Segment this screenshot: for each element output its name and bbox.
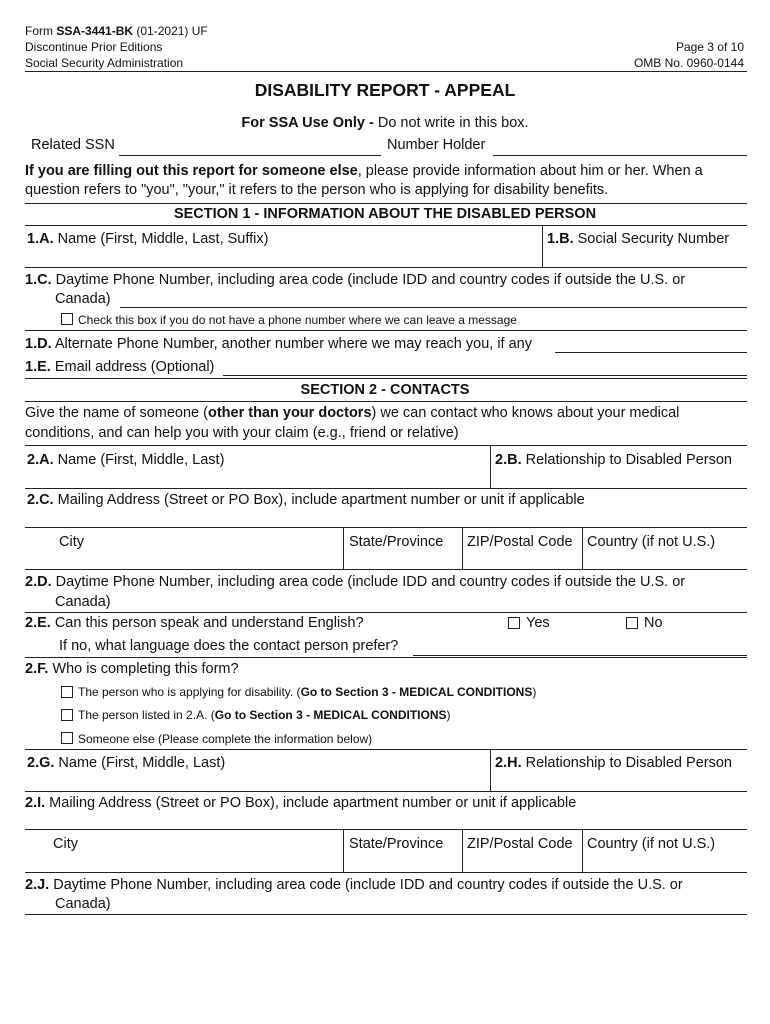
divider [462,829,463,872]
city2-label: City [53,836,78,852]
rule [25,612,747,613]
rule [25,330,747,331]
q2a-text: Name (First, Middle, Last) [53,452,225,468]
rule [25,872,747,873]
rule [25,829,747,830]
ssa-use-notice [0,115,770,131]
q1d-label [25,336,532,352]
number-holder-line[interactable] [493,155,747,156]
opt1-label [78,685,536,699]
q1c-label [25,272,685,288]
opt1-c: ) [532,685,537,699]
q2g-number: 2.G. [27,755,55,771]
q1d-text: Alternate Phone Number, another number where we may reach you, if any [51,336,532,352]
q2e-number: 2.E. [25,615,51,631]
q2f-text: Who is completing this form? [48,661,239,677]
q2i-text: Mailing Address (Street or PO Box), include apartment number or unit if applicable [45,795,577,811]
zip2-label: ZIP/Postal Code [467,836,573,852]
english-no-checkbox[interactable] [626,617,638,629]
q1b-number: 1.B. [547,231,574,247]
rule [25,203,747,204]
q2b-label [495,452,732,468]
opt2-a: The person listed in 2.A. ( [78,708,215,722]
form-prefix: Form [25,24,57,38]
q2d-text: Daytime Phone Number, including area code (include IDD and country codes if outside the U.S. or [51,574,686,590]
form-revision: (01-2021) UF [133,24,208,38]
q2b-text: Relationship to Disabled Person [521,452,732,468]
omb-number: OMB No. 0960-0144 [633,56,744,70]
q2i-number: 2.I. [25,795,46,811]
q2i-label [25,795,576,811]
q1e-label [25,359,214,375]
related-ssn-line[interactable] [119,155,381,156]
ssa-use-rest: Do not write in this box. [377,115,529,131]
q2c-label [27,492,585,508]
rule [25,225,747,226]
section-2-intro-2: conditions, and can help you with your claim (e.g., friend or relative) [25,425,459,441]
page-title: DISABILITY REPORT - APPEAL [254,80,516,100]
rule [25,445,747,446]
form-number [25,24,208,38]
opt2-checkbox[interactable] [61,709,73,721]
rule [25,657,747,658]
q2h-text: Relationship to Disabled Person [521,755,732,771]
divider [582,527,583,569]
opt3-checkbox[interactable] [61,732,73,744]
q2a-number: 2.A. [27,452,54,468]
related-ssn-label: Related SSN [31,137,115,153]
city-label: City [59,534,84,550]
intro-line-2: question refers to "you", "your," it refers to the person who is applying for disability benefits. [25,182,609,198]
q2j-label [25,877,683,893]
rule [25,527,747,528]
q2d-label [25,574,685,590]
q1c-text: Daytime Phone Number, including area code (include IDD and country codes if outside the U.S. or [51,272,686,288]
opt1-checkbox[interactable] [61,686,73,698]
english-yes-checkbox[interactable] [508,617,520,629]
country-label: Country (if not U.S.) [587,534,716,550]
rule [25,378,747,379]
q2f-label [25,661,239,677]
country2-label: Country (if not U.S.) [587,836,716,852]
opt2-b: Go to Section 3 - MEDICAL CONDITIONS [214,708,447,722]
section-1-title: SECTION 1 - INFORMATION ABOUT THE DISABLED PERSON [173,206,597,222]
q2g-label [27,755,225,771]
intro-bold: If you are filling out this report for someone else [25,163,358,179]
q1c-phone-line[interactable] [120,307,747,308]
intro-bold: other than your doctors [207,405,372,421]
q1b-label [547,231,729,247]
q2e-label [25,615,364,631]
divider [582,829,583,872]
section-2-title: SECTION 2 - CONTACTS [300,382,470,398]
rule [25,749,747,750]
no-phone-checkbox[interactable] [61,313,73,325]
q1c-number: 1.C. [25,272,52,288]
intro-b: ) we can contact who knows about your medical [371,405,680,421]
divider [542,225,543,267]
q2h-label [495,755,732,771]
rule [25,401,747,402]
discontinue-note: Discontinue Prior Editions [25,40,163,54]
rule [25,267,747,268]
q2e-language-label: If no, what language does the contact person prefer? [59,638,399,654]
divider [343,829,344,872]
q2h-number: 2.H. [495,755,522,771]
no-label: No [644,615,663,631]
q2b-number: 2.B. [495,452,522,468]
no-phone-label: Check this box if you do not have a phone number where we can leave a message [78,313,517,327]
ssa-use-bold: For SSA Use Only - [241,115,378,131]
state-label: State/Province [349,534,444,550]
rule [25,914,747,915]
q1b-text: Social Security Number [573,231,730,247]
opt1-a: The person who is applying for disability. ( [78,685,301,699]
header-rule [25,71,747,72]
q2j-label-2: Canada) [55,896,111,912]
q2j-number: 2.J. [25,877,50,893]
language-line[interactable] [413,655,747,656]
divider [490,749,491,791]
q2c-number: 2.C. [27,492,54,508]
q2c-text: Mailing Address (Street or PO Box), include apartment number or unit if applicable [53,492,585,508]
q1d-number: 1.D. [25,336,52,352]
rule [25,488,747,489]
yes-label: Yes [526,615,550,631]
opt2-c: ) [446,708,451,722]
q2d-number: 2.D. [25,574,52,590]
opt2-label [78,708,451,722]
q1a-text: Name (First, Middle, Last, Suffix) [53,231,269,247]
page-number: Page 3 of 10 [675,40,744,54]
divider [462,527,463,569]
intro-rest: , please provide information about him or her. When a [357,163,703,179]
opt1-b: Go to Section 3 - MEDICAL CONDITIONS [300,685,533,699]
opt3-label: Someone else (Please complete the information below) [78,732,373,746]
divider [343,527,344,569]
q1e-email-line[interactable] [223,375,747,376]
q1e-text: Email address (Optional) [50,359,215,375]
q1c-label-2: Canada) [55,291,111,307]
q2a-label [27,452,224,468]
intro-line-1 [25,163,703,179]
q2d-label-2: Canada) [55,594,111,610]
intro-a: Give the name of someone ( [25,405,208,421]
rule [25,569,747,570]
q1d-phone-line[interactable] [555,352,747,353]
state2-label: State/Province [349,836,444,852]
number-holder-label: Number Holder [387,137,486,153]
section-2-intro-1 [25,405,679,421]
q1a-number: 1.A. [27,231,54,247]
q1a-label [27,231,268,247]
divider [490,445,491,488]
q2g-text: Name (First, Middle, Last) [54,755,226,771]
q2j-text: Daytime Phone Number, including area code (include IDD and country codes if outside the U.S. or [49,877,683,893]
zip-label: ZIP/Postal Code [467,534,573,550]
form-id: SSA-3441-BK [56,24,134,38]
rule [25,791,747,792]
q2f-number: 2.F. [25,661,49,677]
agency-name: Social Security Administration [25,56,184,70]
q2e-text: Can this person speak and understand English? [50,615,364,631]
q1e-number: 1.E. [25,359,51,375]
